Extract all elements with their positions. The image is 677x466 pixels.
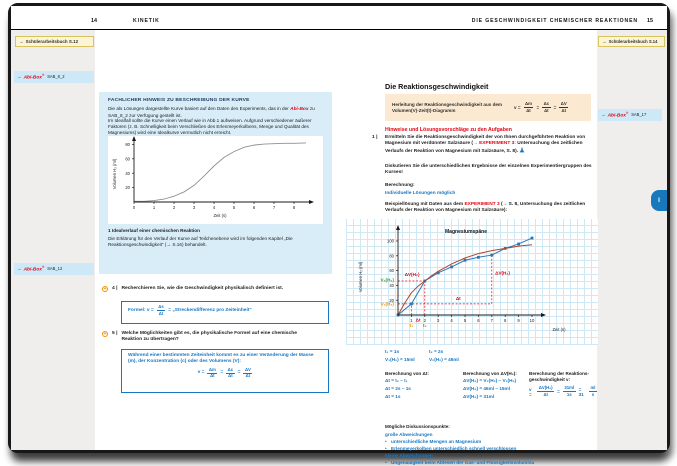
svg-text:80: 80: [125, 142, 130, 148]
svg-text:Δt: Δt: [455, 296, 461, 302]
svg-text:3: 3: [192, 205, 196, 211]
calc-line: ΔV(H₂) = 31ml: [463, 393, 495, 399]
svg-text:Zeit (s): Zeit (s): [213, 213, 227, 219]
svg-text:5: 5: [232, 205, 236, 211]
svg-text:Magnesiumspäne: Magnesiumspäne: [445, 229, 487, 236]
task-4-text: Recherchieren Sie, wie die Geschwindigkeit physikalisch definiert ist.: [121, 286, 284, 292]
svg-text:8: 8: [504, 318, 507, 324]
abibox-link-sab-12[interactable]: [14, 263, 94, 275]
task-4-answer-box: [121, 301, 329, 324]
example-solution-intro: Beispiellösung mit Daten aus dem EXPERIMENT 3 (→ S. 8, Untersuchung des zeitlichen Verlaufs der Reaktion von Magnesium mit Salzsäure):: [385, 202, 586, 214]
discussion-item: • Erlenmeyerkolben unterschiedlich schnell verschlossen: [385, 445, 597, 452]
task-5: [102, 331, 334, 343]
arrow-icon: →: [601, 112, 606, 118]
arrow-icon: →: [19, 39, 24, 45]
right-page-number: 15: [647, 18, 653, 24]
fraction: $\frac{31ml}{1s}$: [564, 385, 575, 397]
page-spread-header: [11, 6, 667, 30]
book-viewer-window: [8, 3, 670, 465]
chapter-tab[interactable]: I: [651, 190, 667, 211]
task-5-formula: v = $\frac{\Delta m}{\Delta t}$ = $\frac{\Delta c}{\Delta t}$ = $\frac{\Delta V}{\Delta t}$: [197, 366, 251, 379]
registered-mark: ®: [625, 111, 629, 116]
discussion-group-1-label: große Abweichungen: [385, 431, 433, 437]
svg-text:ΔV(H₂): ΔV(H₂): [404, 271, 420, 277]
svg-text:Zeit (s): Zeit (s): [552, 327, 566, 333]
svg-text:1: 1: [152, 205, 156, 211]
ideal-curve-chart: [108, 136, 323, 227]
task-5-answer-box: [121, 349, 329, 393]
fraction: $\frac{\Delta s}{\Delta t}$: [158, 304, 164, 316]
svg-text:10: 10: [529, 318, 535, 324]
svg-text:2: 2: [172, 205, 176, 211]
svg-text:6: 6: [252, 205, 256, 211]
fraction: $\frac{\Delta V}{\Delta t}$: [244, 366, 251, 379]
svg-text:Volumen H₂ (ml): Volumen H₂ (ml): [358, 261, 363, 293]
registered-mark: ®: [41, 265, 45, 270]
abibox-logo: Abi-Box®: [23, 265, 45, 273]
svg-text:6: 6: [477, 318, 480, 324]
solutions-heading: Hinweise und Lösungsvorschläge zu den Aufgaben: [385, 127, 512, 134]
experiment-ref[interactable]: → EXPERIMENT 3:: [472, 141, 516, 147]
page-title: Die Reaktionsgeschwindigkeit: [385, 82, 489, 92]
svg-text:9: 9: [517, 318, 520, 324]
svg-text:0: 0: [132, 205, 136, 211]
abibox-link-sab-17[interactable]: [598, 109, 662, 121]
note-paragraph-3: Die Erklärung für den Verlauf der Kurve auf Teilchenebene wird im folgenden Kapitel „Die Reaktionsgeschwindigkeit“ (→ S.16) behandelt.: [108, 236, 293, 247]
discussion-item: • Ungenauigkeit beim Ablesen der Gas- und Flüssigkeitsvolumina: [385, 459, 597, 466]
abibox-link-label: SAB_17: [631, 112, 647, 118]
plus-icon[interactable]: +: [103, 331, 107, 338]
arrow-icon: →: [602, 39, 607, 45]
svg-text:5: 5: [463, 318, 467, 324]
discussion-group-2-label: kleine Abweichungen: [385, 452, 433, 458]
svg-text:V₂(H₂): V₂(H₂): [380, 277, 394, 283]
svg-text:t₁: t₁: [409, 323, 414, 329]
svg-text:40: 40: [125, 170, 130, 176]
reading-v1: V₁(H₂) = 15ml: [385, 357, 415, 363]
calc-rate-column: [529, 371, 597, 397]
svg-text:1: 1: [410, 318, 413, 324]
svg-text:4: 4: [212, 205, 216, 211]
calc-line: ΔV(H₂) = V₂(H₂) – V₁(H₂): [463, 377, 517, 383]
svg-text:2: 2: [423, 318, 426, 324]
discussion-header: Mögliche Diskussionspunkte:: [385, 424, 450, 430]
task-1-discuss-text: Diskutieren Sie die unterschiedlichen Ergebnisse der einzelnen Experimentiergruppen des Kurses!: [385, 164, 592, 176]
svg-text:t₂: t₂: [423, 323, 427, 329]
task-5-number: 5 |: [112, 331, 118, 337]
left-page-number: 14: [91, 18, 97, 24]
measurement-chart: [346, 219, 598, 350]
derivation-formula: v = $\frac{\Delta m}{\Delta t}$ = $\frac{\Delta c}{\Delta t}$ = $\frac{\Delta V}{\Delta t}$: [514, 101, 567, 113]
discussion-item: • unterschiedliche Mengen an Magnesium: [385, 438, 597, 445]
fraction: $\frac{ml}{s}$: [590, 385, 596, 397]
right-header-group: [472, 18, 653, 24]
svg-text:60: 60: [389, 268, 394, 274]
abibox-logo: Abi-Box: [290, 107, 309, 113]
workbook-link-left[interactable]: [15, 36, 94, 47]
calc-rate-header: Berechnung der Reaktions- geschwindigkeit v:: [529, 371, 589, 382]
calc-rate-formula: v = $\frac{\text{ΔV(H₂)}}{\Delta t}$ = $\frac{31ml}{1s}$ = 31 $\frac{ml}{s}$: [529, 385, 596, 397]
calc-dv-header: Berechnung von ΔV(H₂):: [463, 371, 517, 377]
svg-text:20: 20: [125, 185, 130, 191]
figure-caption: 1 Idealverlauf einer chemischen Reaktion: [108, 228, 200, 234]
reading-t1: t₁ = 1s: [385, 349, 400, 355]
reading-v2: V₂(H₂) = 46ml: [429, 357, 459, 363]
individual-solutions-note: Individuelle Lösungen möglich: [385, 191, 456, 197]
svg-text:60: 60: [125, 156, 130, 162]
fraction: $\frac{\Delta m}{\Delta t}$: [525, 101, 532, 113]
plus-icon[interactable]: +: [103, 286, 107, 293]
page-content: [11, 30, 667, 465]
arrow-icon: →: [17, 266, 22, 272]
ideal-curve-figure: [108, 136, 323, 224]
svg-text:7: 7: [272, 205, 276, 211]
calculation-label: Berechnung:: [385, 183, 415, 189]
svg-text:8: 8: [292, 205, 296, 211]
task-5-answer-intro: Während einer bestimmten Zeiteinheit kommt es zu einer Veränderung der Masse (m), der Konzentration (c) oder des Volumens (V):: [128, 353, 314, 364]
registered-mark: ®: [41, 73, 45, 78]
workbook-link-right[interactable]: [598, 36, 665, 47]
svg-text:ΔV(H₂): ΔV(H₂): [495, 270, 510, 276]
fraction: $\frac{\Delta c}{\Delta t}$: [543, 101, 550, 113]
calc-line: Δt = 1s: [385, 393, 401, 399]
arrow-icon: →: [17, 74, 22, 80]
fraction: $\frac{\Delta V}{\Delta t}$: [560, 101, 567, 113]
left-chapter-title: KINETIK: [133, 18, 160, 24]
task-5-text: Welche Möglichkeiten gibt es, die physikalische Formel auf eine chemische Reaktion zu übertragen?: [121, 331, 297, 343]
reading-t2: t₂ = 2s: [429, 349, 444, 355]
experiment-ref[interactable]: EXPERIMENT 3: [464, 202, 500, 208]
fraction: $\frac{\Delta m}{\Delta t}$: [208, 366, 216, 379]
note-paragraph-1: Die als Lösungen dargestellte Kurve basiert auf den Daten des Experiments, das in der Abi-Box zu SAB_8_2 zur Verfügung gestellt ist.: [108, 106, 315, 118]
svg-text:4: 4: [450, 318, 453, 324]
task-4-number: 4 |: [112, 286, 118, 292]
svg-text:40: 40: [389, 283, 394, 289]
svg-text:7: 7: [490, 318, 493, 324]
note-paragraph-2: Im Idealfall sollte die Kurve einen Verlauf wie in Abb.1 aufweisen. Aufgrund verschiedener äußerer Faktoren (z. B. Schnelligkeit beim Verschließen des Erlenmeyerkolbens, Menge und Qualität des Magnesiums) wird eine Idealkurve vermutlich nicht erreicht.: [108, 118, 312, 135]
right-chapter-title: DIE GESCHWINDIGKEIT CHEMISCHER REAKTIONEN: [471, 18, 638, 24]
note-box-title: FACHLICHER HINWEIS ZU BESCHREIBUNG DER KURVE: [108, 98, 250, 104]
calc-line: Δt = 2s – 1s: [385, 385, 411, 391]
svg-text:100: 100: [387, 238, 394, 244]
abibox-link-sab-8-2[interactable]: [14, 71, 94, 83]
calc-line: ΔV(H₂) = 46ml – 15ml: [463, 385, 511, 391]
abibox-logo: Abi-Box®: [607, 111, 629, 119]
calc-dt-column: [385, 371, 459, 401]
svg-text:V₁(H₂): V₁(H₂): [380, 301, 394, 307]
svg-text:Δt: Δt: [415, 317, 421, 323]
svg-text:80: 80: [389, 253, 394, 259]
derivation-label: Herleitung der Reaktionsgeschwindigkeit aus dem Volumen(V)-Zeit(t)-Diagramm: [392, 102, 503, 113]
flask-icon: [519, 147, 525, 153]
calc-line: Δt = t₂ – t₁: [385, 377, 408, 383]
fraction: $\frac{\text{ΔV(H₂)}}{\Delta t}$: [538, 385, 553, 397]
derivation-box: [385, 94, 591, 121]
left-margin: [11, 30, 95, 450]
fraction: $\frac{\Delta c}{\Delta t}$: [227, 366, 234, 379]
workbook-link-left-label: Schülerarbeitsbuch S.12: [25, 39, 79, 45]
abibox-logo: Abi-Box®: [23, 73, 45, 81]
measurement-chart-figure: [346, 219, 598, 345]
svg-text:20: 20: [389, 297, 394, 303]
task-4: [102, 286, 334, 292]
right-margin: [597, 30, 667, 450]
calc-dt-header: Berechnung von Δt:: [385, 371, 429, 377]
abibox-link-label: SAB_8_2: [47, 74, 65, 80]
task-4-formula: Formel: v = $\frac{\Delta s}{\Delta t}$ = „Streckendifferenz pro Zeiteinheit“: [128, 304, 252, 316]
svg-text:3: 3: [437, 318, 440, 324]
discussion-block: [385, 424, 597, 466]
task-1-number: 1 |: [372, 135, 378, 141]
task-1-text: Ermitteln Sie die Reaktionsgeschwindigkeit der von Ihnen durchgeführten Reaktion von Magnesium mit verdünnter Salzsäure (→ EXPERIMENT 3: Untersuchung des zeitlichen Verlaufs der Reaktion von Magnesium mit Salzsäure, S. 8).: [385, 135, 586, 154]
svg-text:Volumen H₂ (ml): Volumen H₂ (ml): [112, 158, 117, 190]
workbook-link-right-label: Schülerarbeitsbuch S.14: [608, 39, 658, 45]
subject-note-box: [99, 92, 332, 274]
abibox-link-label: SAB_12: [47, 266, 63, 272]
